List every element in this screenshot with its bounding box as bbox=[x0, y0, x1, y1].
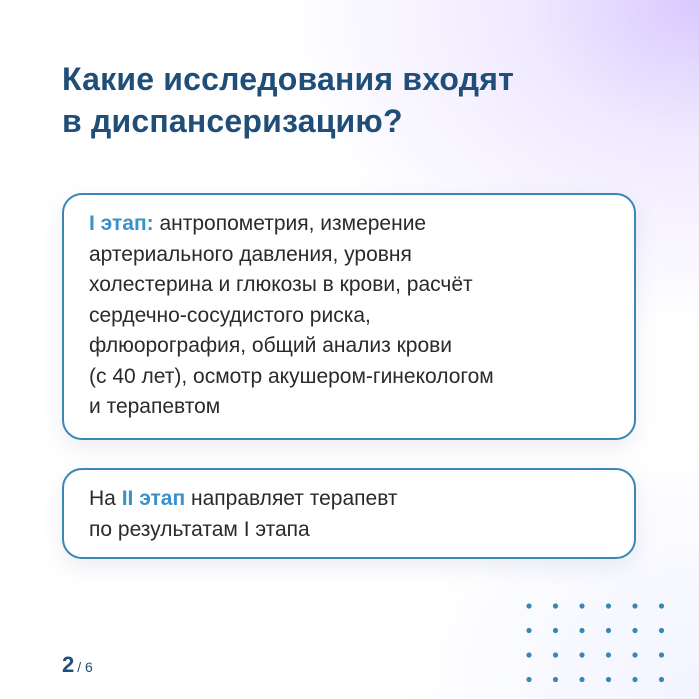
stage-1-text-1: антропометрия, измерение bbox=[153, 212, 427, 235]
decorative-dot bbox=[632, 603, 637, 608]
stage-1-line-1 bbox=[89, 209, 614, 240]
decorative-dot bbox=[659, 677, 664, 682]
stage-1-line-4: сердечно-сосудистого риска, bbox=[89, 303, 371, 327]
stage-1-line-2: артериального давления, уровня bbox=[89, 242, 412, 266]
decorative-dot bbox=[632, 677, 637, 682]
decorative-dot bbox=[579, 677, 584, 682]
decorative-dot bbox=[553, 603, 558, 608]
decorative-dot bbox=[526, 677, 531, 682]
stage-1-line-6: (с 40 лет), осмотр акушером-гинекологом bbox=[89, 364, 494, 388]
stage-2-card bbox=[62, 468, 636, 559]
stage-1-card bbox=[62, 193, 636, 440]
decorative-dot bbox=[526, 652, 531, 657]
stage-2-prefix: На bbox=[89, 487, 122, 510]
page-indicator bbox=[62, 652, 93, 678]
decorative-dot bbox=[553, 677, 558, 682]
decorative-dot bbox=[606, 603, 611, 608]
decorative-dot bbox=[579, 652, 584, 657]
decorative-dot bbox=[659, 603, 664, 608]
decorative-dot-grid bbox=[523, 600, 673, 695]
stage-1-line-3: холестерина и глюкозы в крови, расчёт bbox=[89, 273, 473, 296]
decorative-dot bbox=[526, 603, 531, 608]
decorative-dot bbox=[632, 628, 637, 633]
decorative-dot bbox=[606, 652, 611, 657]
page-total: / 6 bbox=[77, 659, 93, 675]
decorative-dot bbox=[579, 628, 584, 633]
decorative-dot bbox=[659, 628, 664, 633]
decorative-dot bbox=[606, 628, 611, 633]
stage-1-line-7: и терапевтом bbox=[89, 395, 221, 418]
stage-2-rest: направляет терапевт bbox=[185, 487, 398, 510]
decorative-dot bbox=[659, 652, 664, 657]
title-line-1: Какие исследования входят bbox=[62, 61, 514, 97]
decorative-dot bbox=[579, 603, 584, 608]
page-current: 2 bbox=[62, 652, 75, 677]
stage-1-line-5: флюорография, общий анализ крови bbox=[89, 334, 453, 357]
decorative-dot bbox=[606, 677, 611, 682]
stage-1-label: I этап: bbox=[89, 212, 154, 235]
decorative-dot bbox=[632, 652, 637, 657]
page-title bbox=[62, 58, 662, 142]
title-line-2: в диспансеризацию? bbox=[62, 103, 403, 139]
stage-2-label: II этап bbox=[121, 487, 186, 510]
decorative-dot bbox=[526, 628, 531, 633]
stage-2-line-1 bbox=[89, 484, 614, 515]
stage-2-line-2: по результатам I этапа bbox=[89, 517, 310, 541]
decorative-dot bbox=[553, 652, 558, 657]
decorative-dot bbox=[553, 628, 558, 633]
